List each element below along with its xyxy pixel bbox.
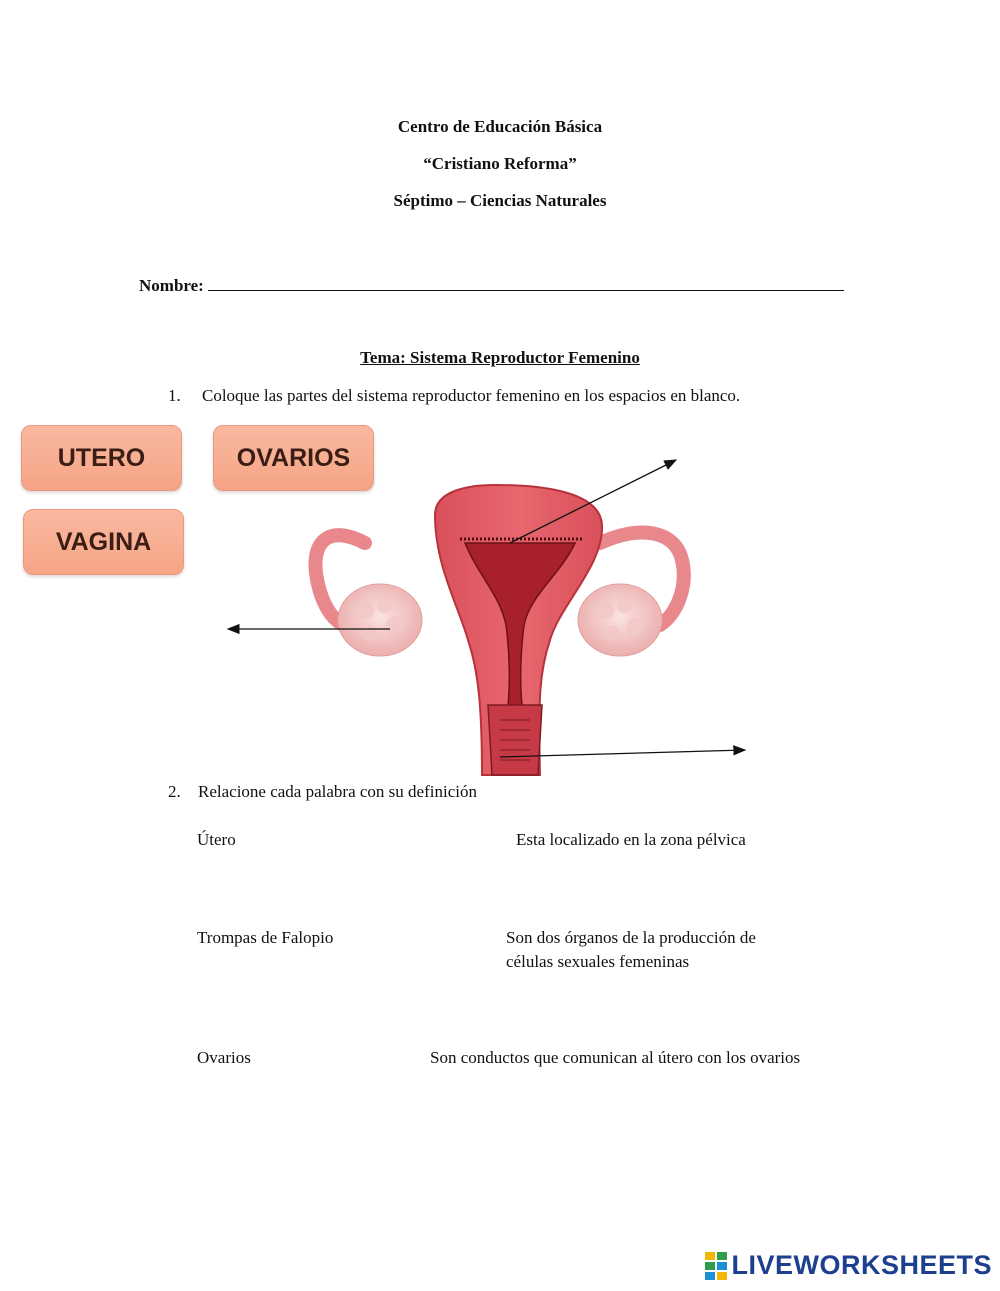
term-utero[interactable]: Útero bbox=[197, 830, 236, 849]
question-1 bbox=[168, 386, 740, 406]
course-name: Séptimo – Ciencias Naturales bbox=[393, 191, 607, 210]
logo-text: LIVEWORKSHEETS bbox=[731, 1250, 992, 1280]
definition-3[interactable]: Son conductos que comunican al útero con los ovarios bbox=[430, 1048, 801, 1067]
question-2-text: Relacione cada palabra con su definición bbox=[198, 782, 477, 801]
question-1-number: 1. bbox=[168, 386, 181, 405]
chip-ovarios[interactable]: OVARIOS bbox=[213, 425, 374, 491]
logo-mark-icon bbox=[705, 1252, 727, 1280]
chip-vagina[interactable]: VAGINA bbox=[23, 509, 184, 575]
question-2 bbox=[168, 782, 477, 802]
topic-title: Tema: Sistema Reproductor Femenino bbox=[360, 348, 640, 367]
uterus-diagram bbox=[220, 455, 760, 780]
definition-2-line-1[interactable]: Son dos órganos de la producción de bbox=[506, 928, 756, 947]
left-ovary bbox=[338, 584, 422, 656]
term-ovarios[interactable]: Ovarios bbox=[197, 1048, 251, 1067]
liveworksheets-logo bbox=[705, 1250, 992, 1281]
institution-name: “Cristiano Reforma” bbox=[423, 154, 577, 173]
blank-vagina-target[interactable] bbox=[755, 737, 915, 763]
name-input-line[interactable] bbox=[208, 274, 844, 291]
school-name: Centro de Educación Básica bbox=[397, 117, 603, 136]
right-ovary bbox=[578, 584, 662, 656]
blank-ovary-target[interactable] bbox=[60, 617, 220, 643]
definition-2-line-2[interactable]: células sexuales femeninas bbox=[506, 952, 690, 971]
name-label: Nombre: bbox=[139, 276, 204, 295]
chip-utero[interactable]: UTERO bbox=[21, 425, 182, 491]
name-row bbox=[139, 274, 844, 296]
blank-uterus-target[interactable] bbox=[690, 440, 850, 466]
question-1-text: Coloque las partes del sistema reproductor femenino en los espacios en blanco. bbox=[202, 386, 741, 405]
question-2-number: 2. bbox=[168, 782, 181, 801]
term-trompas[interactable]: Trompas de Falopio bbox=[197, 928, 334, 947]
definition-1[interactable]: Esta localizado en la zona pélvica bbox=[516, 830, 746, 849]
